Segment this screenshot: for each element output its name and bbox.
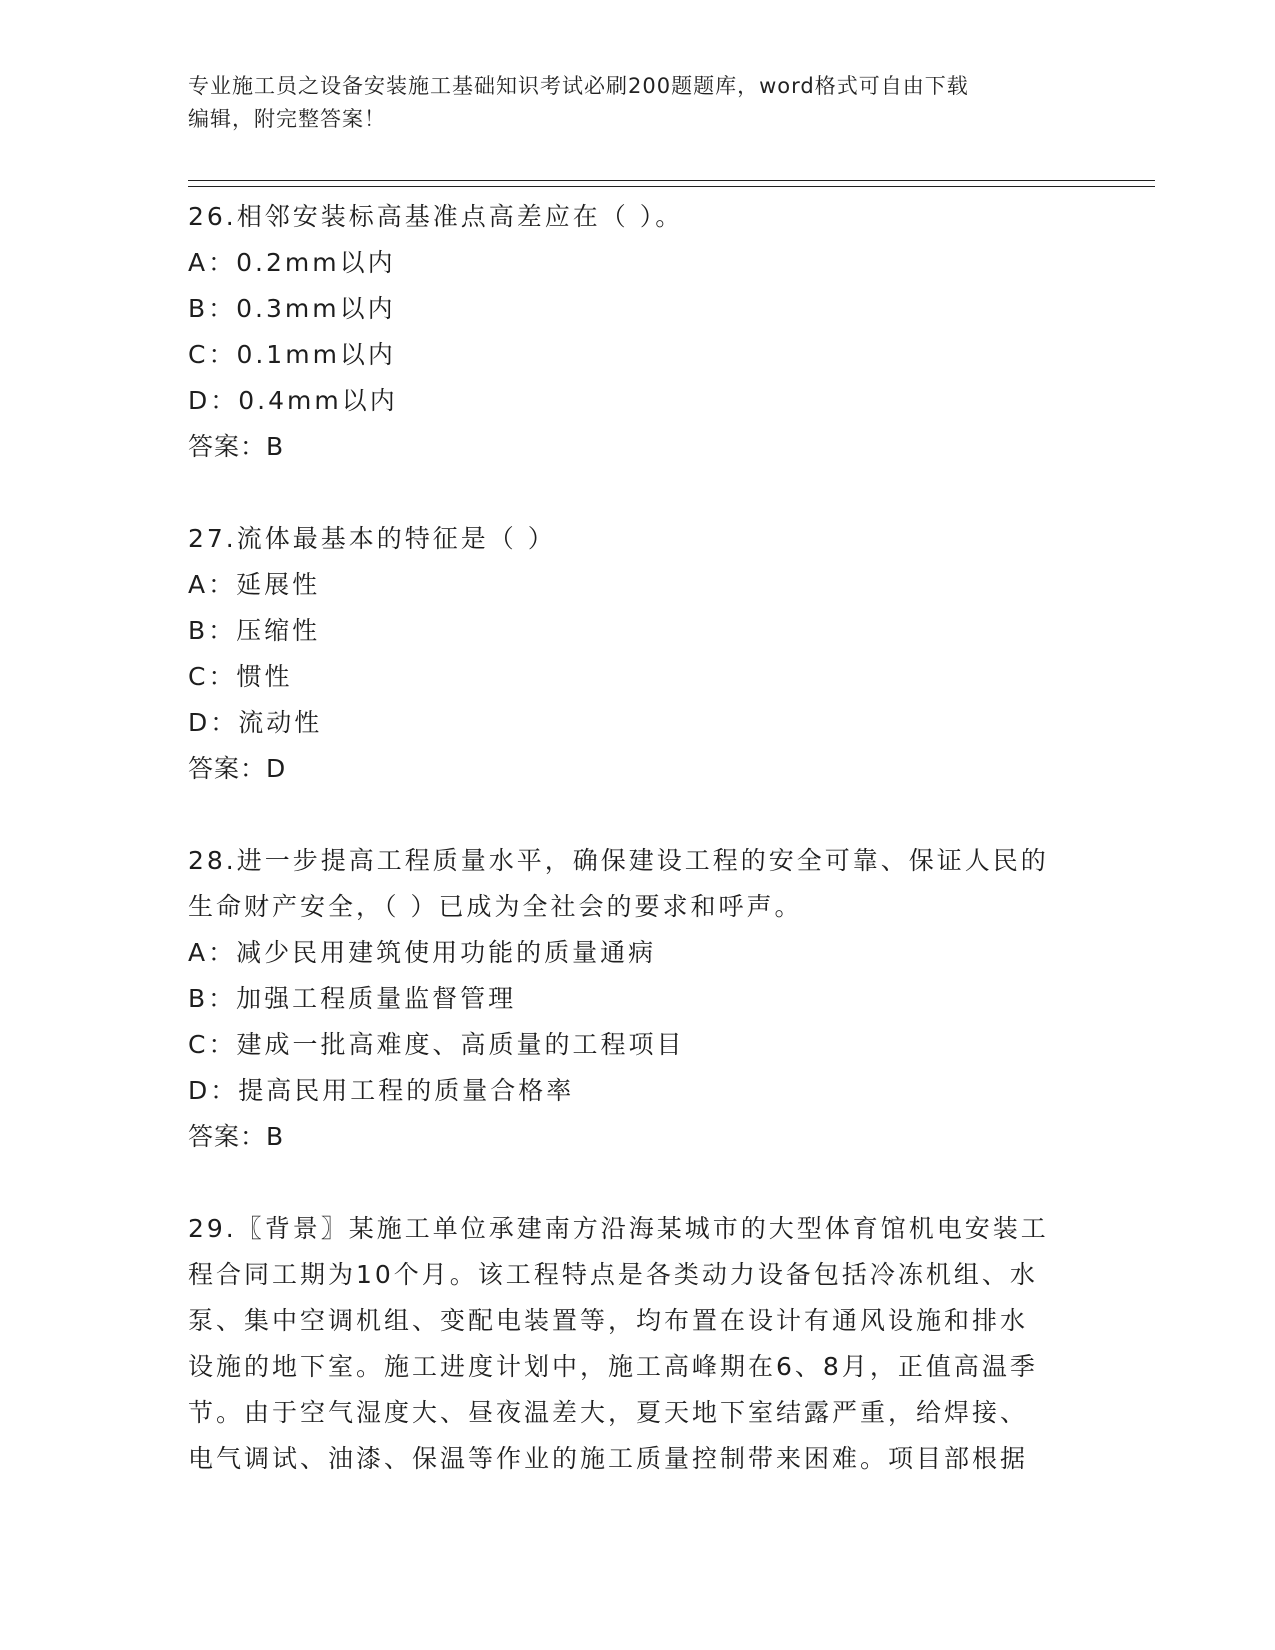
option-c: C：惯性	[188, 662, 293, 691]
question-stem-line-2: 程合同工期为10个月。该工程特点是各类动力设备包括冷冻机组、水	[188, 1260, 1038, 1289]
option-b: B：压缩性	[188, 616, 321, 645]
option-a: A：0.2mm以内	[188, 248, 396, 277]
header-divider-top	[188, 180, 1155, 181]
question-stem-line-1: 28.进一步提高工程质量水平，确保建设工程的安全可靠、保证人民的	[188, 846, 1049, 875]
question-stem-line-1: 29.〖背景〗某施工单位承建南方沿海某城市的大型体育馆机电安装工	[188, 1214, 1049, 1243]
question-stem-line-3: 泵、集中空调机组、变配电装置等，均布置在设计有通风设施和排水	[188, 1306, 1029, 1335]
question-26	[188, 194, 1078, 470]
option-d: D：0.4mm以内	[188, 386, 398, 415]
document-header	[188, 70, 1088, 136]
option-b: B：0.3mm以内	[188, 294, 396, 323]
option-a: A：减少民用建筑使用功能的质量通病	[188, 938, 657, 967]
option-a: A：延展性	[188, 570, 321, 599]
question-29	[188, 1206, 1078, 1482]
option-b: B：加强工程质量监督管理	[188, 984, 517, 1013]
question-27	[188, 516, 1078, 792]
answer: 答案：D	[188, 754, 287, 783]
question-spacer	[188, 1160, 1078, 1206]
question-stem: 27.流体最基本的特征是（ ）	[188, 524, 556, 553]
question-stem-line-4: 设施的地下室。施工进度计划中，施工高峰期在6、8月，正值高温季	[188, 1352, 1038, 1381]
question-stem-line-6: 电气调试、油漆、保温等作业的施工质量控制带来困难。项目部根据	[188, 1444, 1029, 1473]
answer: 答案：B	[188, 1122, 285, 1151]
question-list	[188, 194, 1078, 1482]
question-stem: 26.相邻安装标高基准点高差应在（ ）。	[188, 202, 684, 231]
question-stem-line-2: 生命财产安全，（ ）已成为全社会的要求和呼声。	[188, 892, 803, 921]
question-28	[188, 838, 1078, 1160]
option-d: D：提高民用工程的质量合格率	[188, 1076, 575, 1105]
option-c: C：建成一批高难度、高质量的工程项目	[188, 1030, 685, 1059]
option-c: C：0.1mm以内	[188, 340, 396, 369]
header-line-1: 专业施工员之设备安装施工基础知识考试必刷200题题库，word格式可自由下载	[188, 74, 969, 98]
header-divider-bottom	[188, 186, 1155, 187]
header-line-2: 编辑，附完整答案！	[188, 107, 386, 131]
option-d: D：流动性	[188, 708, 323, 737]
question-stem-line-5: 节。由于空气湿度大、昼夜温差大，夏天地下室结露严重，给焊接、	[188, 1398, 1029, 1427]
question-spacer	[188, 792, 1078, 838]
question-spacer	[188, 470, 1078, 516]
answer: 答案：B	[188, 432, 285, 461]
